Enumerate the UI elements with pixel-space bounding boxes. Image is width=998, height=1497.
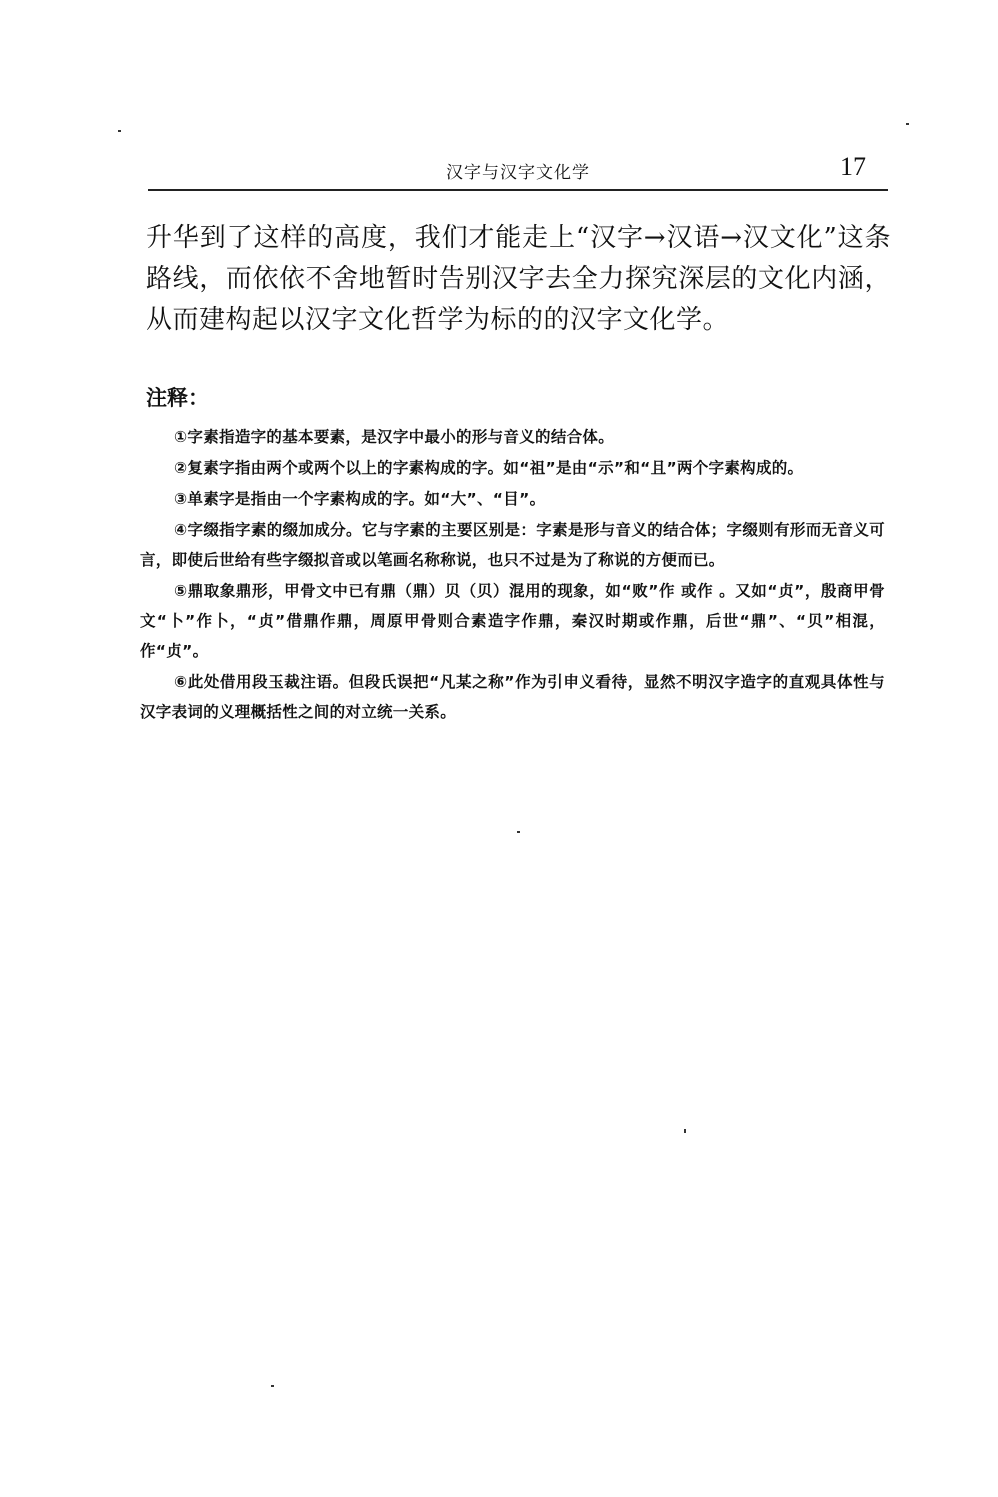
note-5: ⑤鼎取象鼎形，甲骨文中已有鼎（鼎）贝（贝）混用的现象，如“败”作 或作 。又如“贞”，殷商甲骨文“卜”作卜，“贞”借鼎作鼎，周原甲骨则合素造字作鼎，秦汉时期或作鼎，后世“鼎”、“贝”相混，作“贞”。 [140, 582, 885, 660]
running-title: 汉字与汉字文化学 [446, 163, 590, 183]
note-3: ③单素字是指由一个字素构成的字。如“大”、“目”。 [174, 490, 546, 508]
body-paragraph: 升华到了这样的高度，我们才能走上“汉字→汉语→汉文化”这条路线，而依依不舍地暂时告别汉字去全力探究深层的文化内涵，从而建构起以汉字文化哲学为标的的汉字文化学。 [146, 223, 891, 335]
header-rule [148, 189, 888, 191]
scan-speck [684, 1129, 686, 1133]
note-6: ⑥此处借用段玉裁注语。但段氏误把“凡某之称”作为引申义看待，显然不明汉字造字的直观具体性与汉字表词的义理概括性之间的对立统一关系。 [140, 673, 885, 721]
note-2: ②复素字指由两个或两个以上的字素构成的字。如“祖”是由“示”和“且”两个字素构成的。 [174, 459, 804, 477]
notes-list [140, 422, 885, 728]
scan-speck [271, 1385, 274, 1387]
note-1: ①字素指造字的基本要素，是汉字中最小的形与音义的结合体。 [174, 428, 615, 446]
scan-speck [118, 130, 121, 132]
notes-heading: 注释： [146, 385, 209, 410]
scan-speck [906, 123, 909, 125]
scan-speck [517, 831, 520, 833]
note-4: ④字缀指字素的缀加成分。它与字素的主要区别是：字素是形与音义的结合体；字缀则有形而无音义可言，即使后世给有些字缀拟音或以笔画名称称说，也只不过是为了称说的方便而已。 [140, 521, 885, 569]
page-number: 17 [840, 152, 866, 181]
page-header [148, 152, 888, 192]
